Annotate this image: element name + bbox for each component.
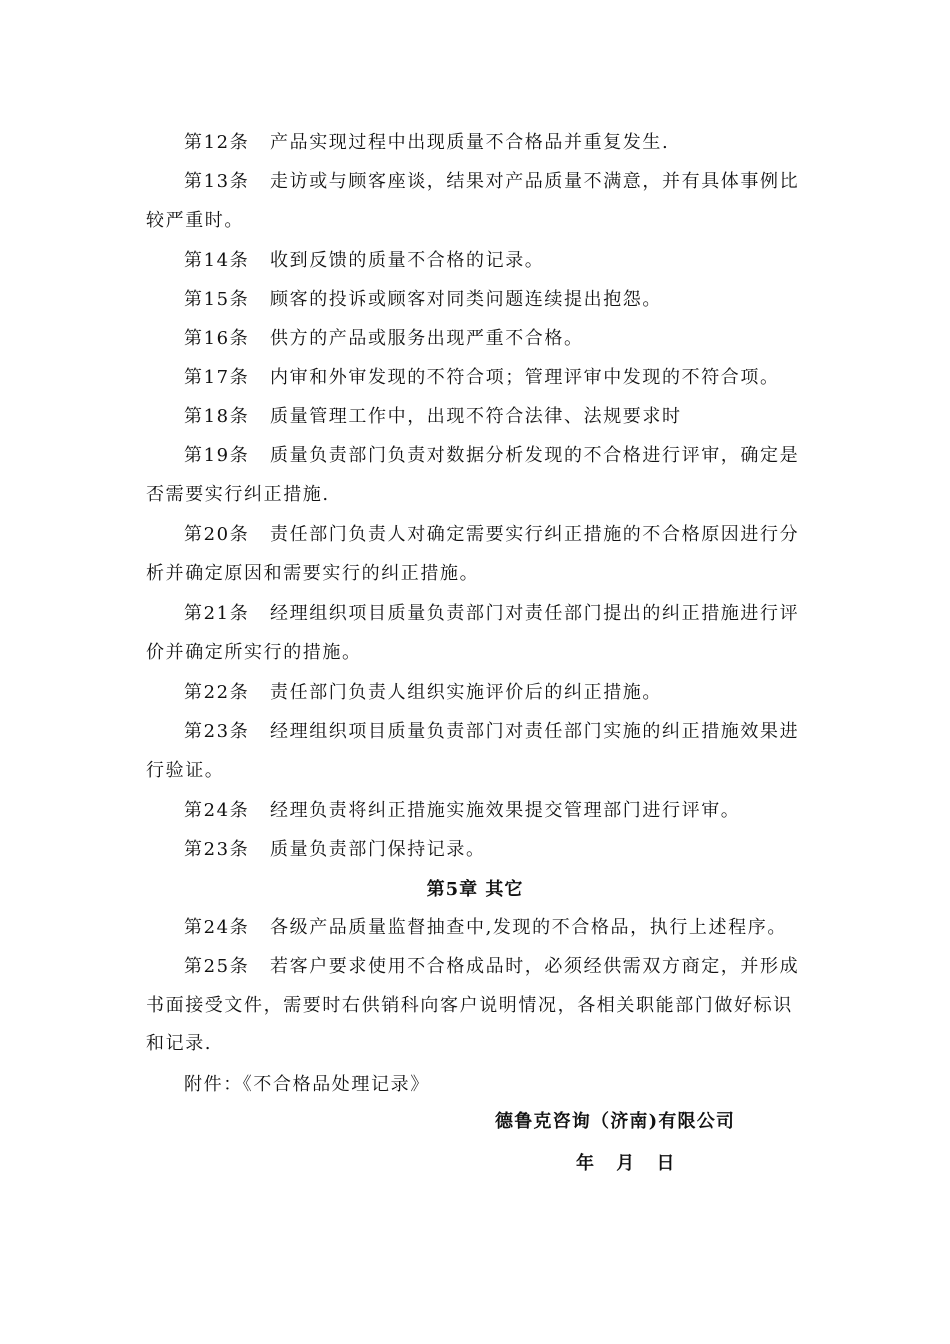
article-number: 第24条 [184,800,250,821]
chapter-title: 第5章 其它 [426,879,524,900]
article-text: 内审和外审发现的不符合项；管理评审中发现的不符合项。 [270,367,780,388]
article-text: 收到反馈的质量不合格的记录。 [270,250,545,271]
article-number: 第21条 [184,603,250,624]
article-23-records [146,831,806,870]
article-text: 质量负责部门保持记录。 [270,839,486,860]
article-24 [146,792,806,831]
article-number: 第23条 [184,839,250,860]
article-number: 第18条 [184,406,250,427]
article-number: 第16条 [184,328,250,349]
article-number: 第25条 [184,956,250,977]
article-number: 第13条 [184,171,250,192]
article-12 [146,124,806,163]
article-text: 责任部门负责人组织实施评价后的纠正措施。 [270,682,662,703]
article-text: 经理负责将纠正措施实施效果提交管理部门进行评审。 [270,800,741,821]
article-text: 经理组织项目质量负责部门对责任部门提出的纠正措施进行评价并确定所实行的措施。 [146,603,800,663]
article-24-other [146,909,806,948]
article-20 [146,516,806,593]
signature-date: 年 月 日 [576,1153,676,1174]
article-text: 责任部门负责人对确定需要实行纠正措施的不合格原因进行分析并确定原因和需要实行的纠正措施。 [146,524,800,584]
article-number: 第15条 [184,289,250,310]
article-text: 产品实现过程中出现质量不合格品并重复发生. [270,132,670,153]
article-text: 各级产品质量监督抽查中,发现的不合格品，执行上述程序。 [270,917,787,938]
article-15 [146,281,806,320]
article-14 [146,242,806,281]
article-number: 第14条 [184,250,250,271]
article-21 [146,595,806,672]
article-23 [146,713,806,790]
article-number: 第22条 [184,682,250,703]
article-text: 顾客的投诉或顾客对同类问题连续提出抱怨。 [270,289,662,310]
article-19 [146,437,806,514]
article-text: 质量管理工作中，出现不符合法律、法规要求时 [270,406,682,427]
article-number: 第12条 [184,132,250,153]
article-number: 第20条 [184,524,250,545]
company-name: 德鲁克咨询（济南)有限公司 [495,1111,736,1132]
article-text: 走访或与顾客座谈，结果对产品质量不满意，并有具体事例比较严重时。 [146,171,800,231]
article-text: 经理组织项目质量负责部门对责任部门实施的纠正措施效果进行验证。 [146,721,800,781]
article-22 [146,674,806,713]
article-number: 第17条 [184,367,250,388]
article-25 [146,948,806,1064]
article-number: 第23条 [184,721,250,742]
article-number: 第24条 [184,917,250,938]
article-17 [146,359,806,398]
article-text: 质量负责部门负责对数据分析发现的不合格进行评审，确定是否需要实行纠正措施. [146,445,800,505]
attachment-line: 附件：《不合格品处理记录》 [184,1074,430,1095]
article-13 [146,163,806,240]
article-text: 供方的产品或服务出现严重不合格。 [270,328,584,349]
article-18 [146,398,806,437]
article-text: 若客户要求使用不合格成品时，必须经供需双方商定，并形成书面接受文件，需要时右供销科向客户说明情况，各相关职能部门做好标识和记录. [146,956,800,1054]
article-16 [146,320,806,359]
article-number: 第19条 [184,445,250,466]
